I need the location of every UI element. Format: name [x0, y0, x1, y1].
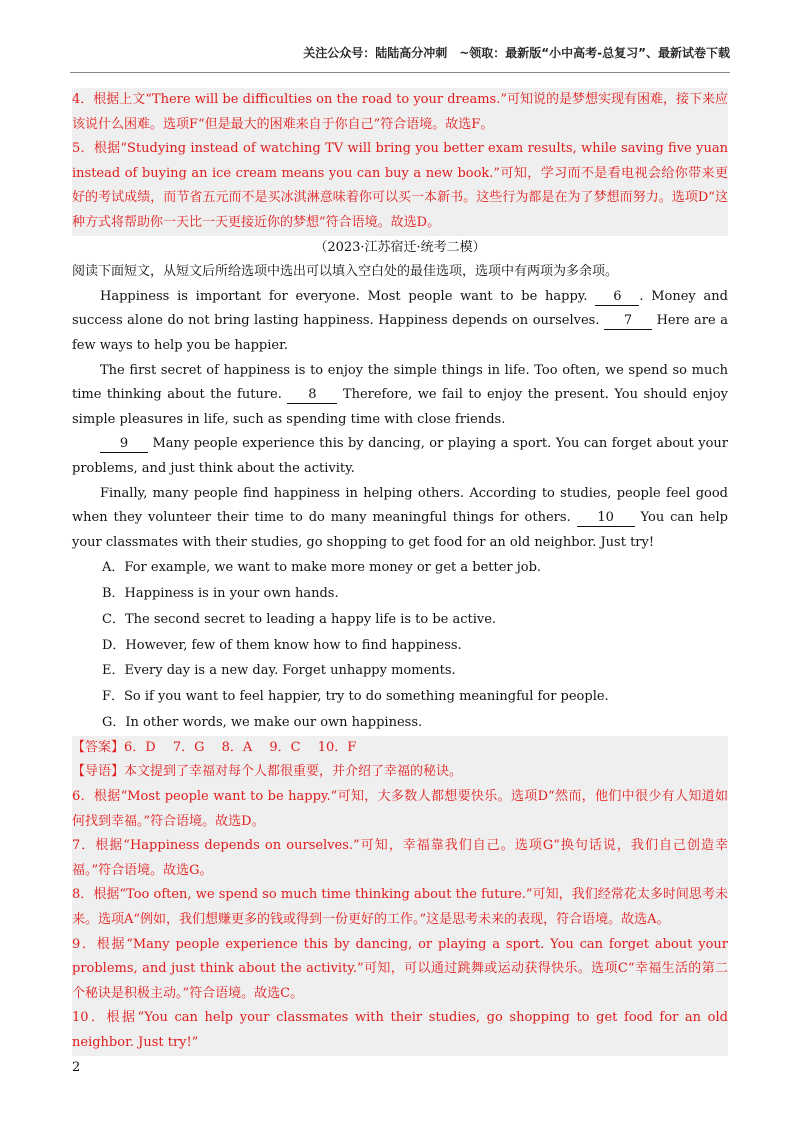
option-a: A．For example, we want to make more money or get a better job.: [102, 560, 542, 576]
explanation-4: 4．根据上文“There will be difficulties on the road to your dreams.”可知说的是梦想实现有困难，接下来应该说什么困难。选项F“但是最大的困难来自于你自己”符合语境。故选F。: [72, 88, 728, 137]
passage-text: . Money and success alone do not bring lasting happiness. Happiness depends on ourselves.: [72, 288, 728, 329]
blank-7: 7: [604, 313, 652, 330]
explanation-8: 8．根据“Too often, we spend so much time thinking about the future.”可知，我们经常花太多时间思考未来。选项A“例如，我们想赚更多的钱或得到一份更好的工作。”这是思考未来的表现，符合语境。故选A。: [72, 883, 728, 932]
page-number: 2: [72, 1060, 81, 1075]
guide-line: 【导语】本文提到了幸福对每个人都很重要，并介绍了幸福的秘诀。: [72, 760, 728, 785]
blank-8: 8: [287, 387, 337, 404]
passage-text: Many people experience this by dancing, or playing a sport. You can forget about your problems, and just think about the activity.: [72, 436, 728, 476]
blank-10: 10: [577, 510, 635, 527]
option-c: C．The second secret to leading a happy life is to be active.: [102, 611, 497, 627]
option-b: B．Happiness is in your own hands.: [102, 586, 339, 602]
passage-text: Here are a few ways to help you be happier.: [72, 313, 728, 353]
answer-line: 【答案】6．D 7．G 8．A 9．C 10．F: [72, 736, 728, 761]
blank-6: 6: [595, 289, 639, 306]
explanation-7: 7．根据“Happiness depends on ourselves.”可知，幸福靠我们自己。选项G“换句话说，我们自己创造幸福。”符合语境。故选G。: [72, 834, 728, 883]
document-body: [72, 88, 728, 1056]
option-f: F．So if you want to feel happier, try to do something meaningful for people.: [102, 689, 609, 705]
passage-text: The first secret of happiness is to enjoy the simple things in life. Too often, we spend so much time thinking about the future.: [72, 362, 728, 403]
question-source: （2023·江苏宿迁·统考二模）: [314, 239, 486, 255]
option-d: D．However, few of them know how to find happiness.: [102, 637, 462, 653]
passage-paragraph-2: [72, 359, 728, 433]
page-header: 关注公众号：陆陆高分冲刺 ~领取：最新版“小中高考-总复习”、最新试卷下载: [303, 46, 730, 60]
question-instruction: 阅读下面短文，从短文后所给选项中选出可以填入空白处的最佳选项，选项中有两项为多余项。: [72, 264, 619, 280]
option-e: E．Every day is a new day. Forget unhappy moments.: [102, 663, 456, 679]
explanation-6: 6．根据“Most people want to be happy.”可知，大多数人都想要快乐。选项D“然而，他们中很少有人知道如何找到幸福。”符合语境。故选D。: [72, 785, 728, 834]
header-divider: [70, 72, 730, 73]
explanation-5: 5．根据“Studying instead of watching TV will bring you better exam results, while saving five yuan instead of buying an ice cream means you can buy a new book.”可知，学习而不是看电视会给你带来更好的考试成绩，而节省五元而不是买冰淇淋意味着你可以买一本新书。这些行为都是在为了梦想而努力。选项D“这种方式将帮助你一天比一天更接近你的梦想”符合语境。故选D。: [72, 137, 728, 235]
passage-text: Therefore, we fail to enjoy the present. You should enjoy simple pleasures in life, such as spending time with close friends.: [72, 387, 729, 427]
passage-paragraph-3: [72, 432, 728, 481]
explanation-10: 10．根据“You can help your classmates with their studies, go shopping to get food for an old neighbor. Just try!”: [72, 1006, 728, 1055]
passage-text: Finally, many people find happiness in helping others. According to studies, people feel good when they volunteer their time to do many meaningful things for others.: [72, 485, 728, 526]
passage-paragraph-1: [72, 285, 728, 359]
passage-text: You can help your classmates with their studies, go shopping to get food for an old neighbor. Just try!: [72, 510, 728, 550]
passage-paragraph-4: [72, 482, 728, 556]
option-g: G．In other words, we make our own happiness.: [102, 715, 423, 731]
passage-text: Happiness is important for everyone. Most people want to be happy.: [100, 288, 588, 304]
blank-9: 9: [100, 436, 148, 453]
explanation-9: 9．根据“Many people experience this by dancing, or playing a sport. You can forget about your problems, and just think about the activity.”可知，可以通过跳舞或运动获得快乐。选项C“幸福生活的第二个秘诀是积极主动。”符合语境。故选C。: [72, 933, 728, 1007]
